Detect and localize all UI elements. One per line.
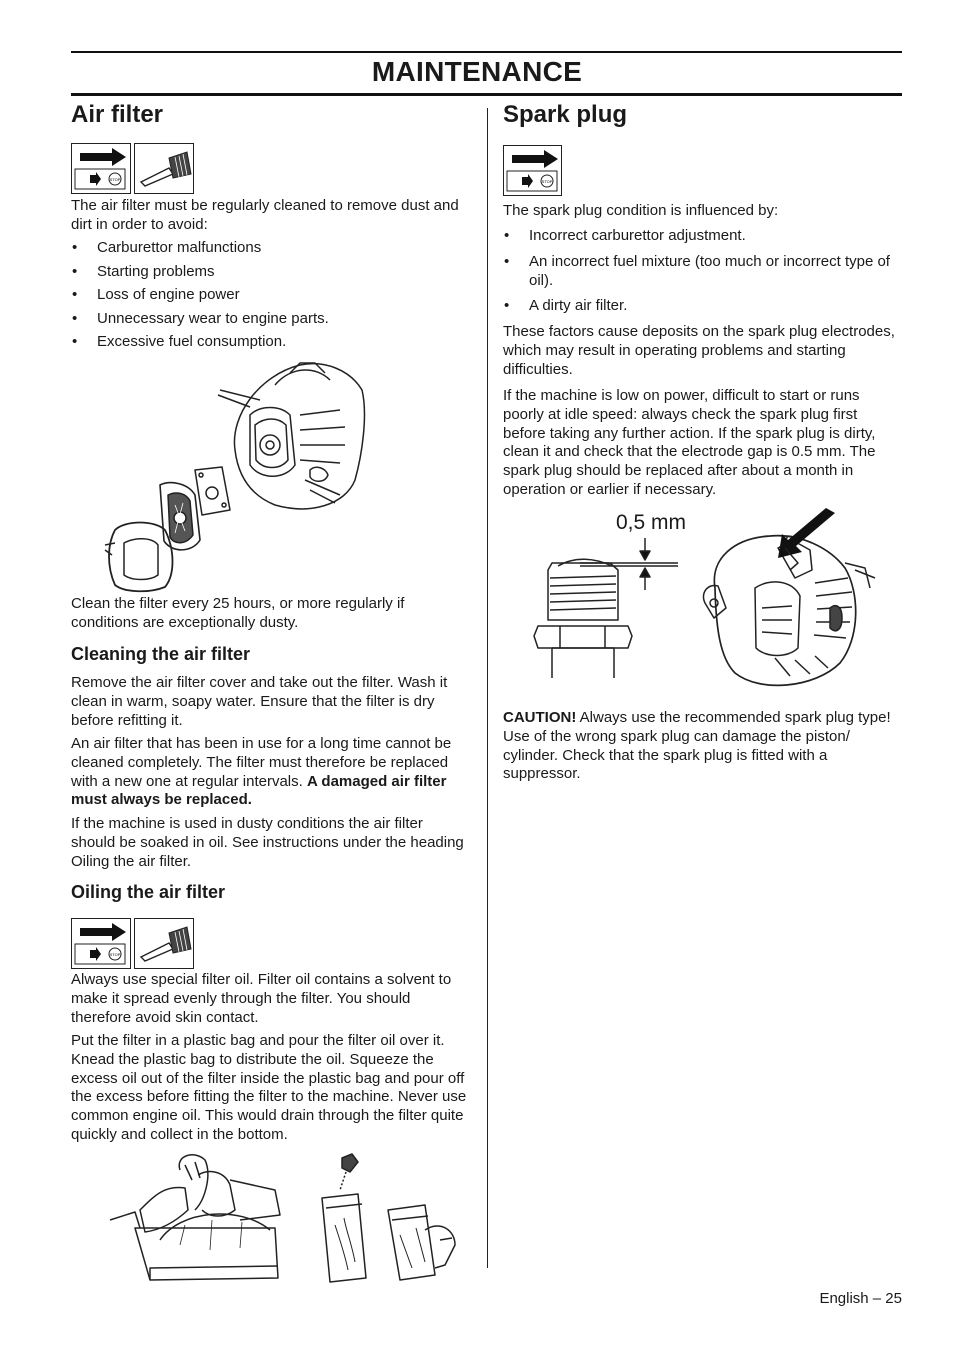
spark-plug-bullets bbox=[503, 227, 903, 316]
spark-plug-paragraph-2: If the machine is low on power, difficult to start or runs poorly at idle speed: always check the spark plug first before taking any further action. If the spark plug is dirty, clean it and check that the electrode gap is 0.5 mm. The spark plug should be replaced after about a month in operation or earlier if necessary. bbox=[503, 387, 876, 498]
cleaning-paragraph-2-bold: A damaged air filter must always be replaced. bbox=[71, 772, 447, 809]
oiling-heading: Oiling the air filter bbox=[71, 882, 226, 902]
brush-icon bbox=[134, 918, 194, 969]
air-filter-illustration bbox=[100, 355, 370, 595]
stop-engine-icon bbox=[503, 145, 562, 196]
stop-engine-icon bbox=[71, 143, 131, 194]
air-filter-heading: Air filter bbox=[71, 101, 164, 128]
list-item: • Excessive fuel consumption. bbox=[71, 333, 471, 352]
caution-paragraph bbox=[503, 709, 903, 784]
list-item: • Starting problems bbox=[71, 263, 471, 282]
electrode-gap-label: 0,5 mm bbox=[616, 511, 687, 534]
header-rule-top bbox=[71, 51, 902, 53]
air-filter-bullets bbox=[71, 239, 471, 352]
spark-plug-intro: The spark plug condition is influenced by: bbox=[503, 202, 779, 219]
cleaning-paragraph-1: Remove the air filter cover and take out the filter. Wash it clean in warm, soapy water. Ensure that the filter is dry before refitting it. bbox=[71, 674, 448, 729]
cleaning-paragraph-2 bbox=[71, 735, 471, 810]
caution-label: CAUTION! bbox=[503, 709, 577, 726]
oiling-illustration bbox=[100, 1150, 460, 1285]
list-item: • Loss of engine power bbox=[71, 286, 471, 305]
oiling-paragraph-2: Put the filter in a plastic bag and pour the filter oil over it. Knead the plastic bag to distribute the oil. Squeeze the excess oil out of the filter inside the plastic bag and pour off the excess before fitting the filter to the machine. Never use common engine oil. This would drain through the filter quite quickly and collect in the bottom. bbox=[71, 1032, 467, 1143]
cleaning-paragraph-2-text: An air filter that has been in use for a long time cannot be cleaned completely. The filter must therefore be replaced with a new one at regular intervals. bbox=[71, 735, 452, 790]
list-item: • Incorrect carburettor adjustment. bbox=[503, 227, 903, 246]
oiling-paragraph-1: Always use special filter oil. Filter oil contains a solvent to make it spread evenly through the filter. You should therefore avoid skin contact. bbox=[71, 971, 452, 1026]
spark-plug-illustration bbox=[530, 508, 900, 678]
air-filter-intro: The air filter must be regularly cleaned to remove dust and dirt in order to avoid: bbox=[71, 197, 459, 233]
caution-text: Always use the recommended spark plug type! Use of the wrong spark plug can damage the piston/ cylinder. Check that the spark plug is fitted with a suppressor. bbox=[503, 709, 891, 783]
cleaning-paragraph-3: If the machine is used in dusty conditions the air filter should be soaked in oil. See instructions under the heading Oiling the air filter. bbox=[71, 815, 464, 870]
cleaning-heading: Cleaning the air filter bbox=[71, 644, 251, 664]
stop-engine-icon bbox=[71, 918, 131, 969]
page-footer: English – 25 bbox=[819, 1290, 902, 1307]
stop-label: STOP bbox=[541, 179, 553, 184]
header-rule-bottom bbox=[71, 93, 902, 96]
list-item: • Unnecessary wear to engine parts. bbox=[71, 310, 471, 329]
spark-plug-paragraph-1: These factors cause deposits on the spark plug electrodes, which may result in operating problems and starting difficulties. bbox=[503, 323, 895, 378]
column-divider bbox=[487, 108, 488, 1268]
stop-label: STOP bbox=[109, 952, 121, 957]
stop-label: STOP bbox=[109, 177, 121, 182]
list-item: • An incorrect fuel mixture (too much or incorrect type of oil). bbox=[503, 253, 903, 291]
air-filter-cleaning-interval: Clean the filter every 25 hours, or more regularly if conditions are exceptionally dusty. bbox=[71, 595, 405, 631]
spark-plug-heading: Spark plug bbox=[503, 101, 628, 128]
list-item: • Carburettor malfunctions bbox=[71, 239, 471, 258]
brush-icon bbox=[134, 143, 194, 194]
list-item: • A dirty air filter. bbox=[503, 297, 903, 316]
page-title: MAINTENANCE bbox=[371, 56, 583, 87]
